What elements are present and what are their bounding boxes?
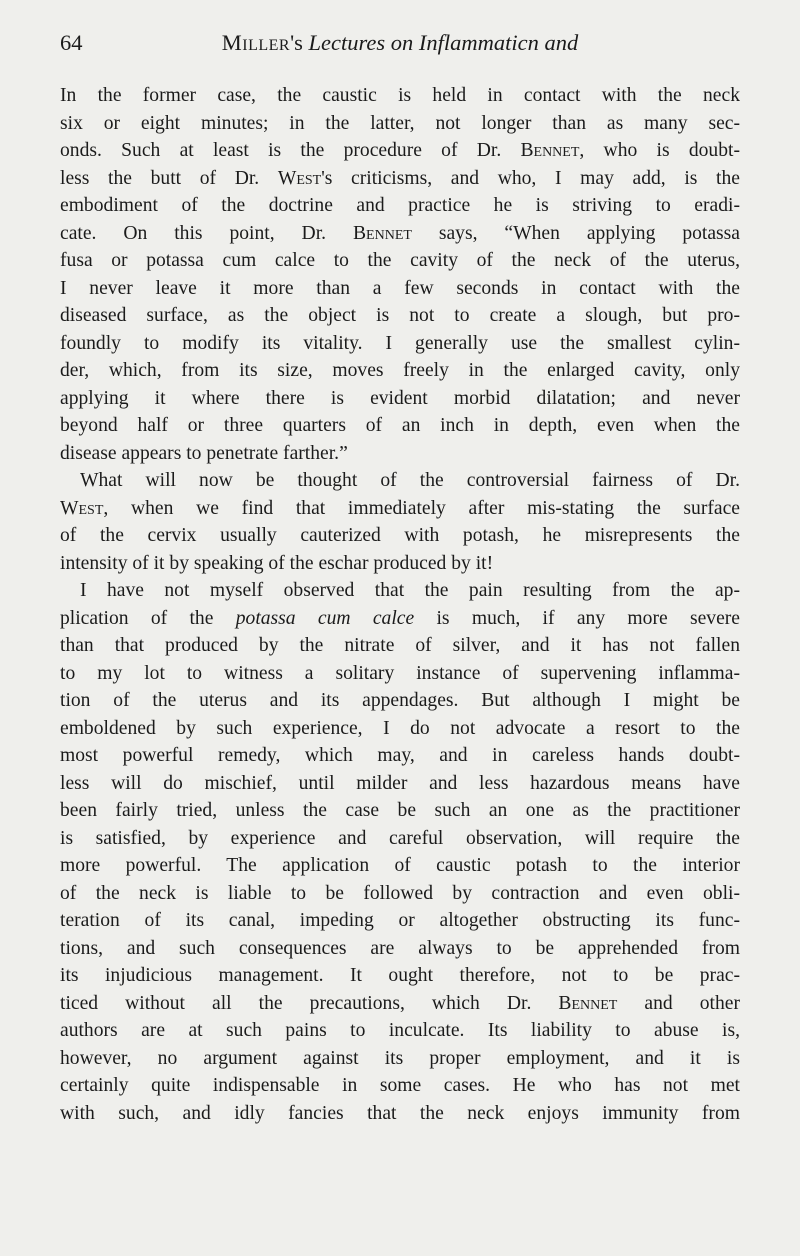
text-run: been fairly tried, unless the case be such an one as the practitioner <box>60 800 740 821</box>
text-run: disease appears to penetrate farther.” <box>60 442 348 464</box>
running-header <box>60 26 740 60</box>
text-run: beyond half or three quarters of an inch in depth, even when the <box>60 415 740 436</box>
text-run: What will now be thought of the controversial fairness of Dr. <box>80 470 740 491</box>
text-line <box>60 302 740 330</box>
text-line <box>60 385 740 413</box>
text-run: to my lot to witness a solitary instance of supervening inflamma- <box>60 662 740 684</box>
text-run: teration of its canal, impeding or altogether obstructing its func- <box>60 910 740 931</box>
text-line <box>60 467 740 495</box>
text-run: onds. Such at least is the procedure of Dr. <box>60 140 521 161</box>
text-line <box>60 357 740 385</box>
text-line <box>60 192 740 220</box>
text-line <box>60 935 740 963</box>
small-caps-name: Bennet <box>558 992 618 1014</box>
text-line <box>60 330 740 358</box>
text-line <box>60 412 740 440</box>
text-run: der, which, from its size, moves freely in the enlarged cavity, only <box>60 360 740 381</box>
text-line <box>60 1017 740 1045</box>
text-run: and other <box>617 992 740 1014</box>
running-title <box>60 26 740 60</box>
text-run: I never leave it more than a few seconds in contact with the <box>60 277 740 299</box>
text-run: with such, and idly fancies that the neck enjoys immunity from <box>60 1102 740 1124</box>
page-number: 64 <box>60 30 83 55</box>
body-text <box>60 82 740 1127</box>
text-line <box>60 82 740 110</box>
text-line <box>60 687 740 715</box>
text-line <box>60 1100 740 1128</box>
text-run: ticed without all the precautions, which Dr. <box>60 992 559 1014</box>
text-run: is satisfied, by experience and careful observation, will require the <box>60 827 740 849</box>
text-run: tion of the uterus and its appendages. But although I might be <box>60 690 740 711</box>
text-line <box>60 137 740 165</box>
text-line <box>60 522 740 550</box>
small-caps-name: West <box>277 167 322 189</box>
text-line <box>60 660 740 688</box>
text-line <box>60 275 740 303</box>
text-run: of the neck is liable to be followed by contraction and even obli- <box>60 882 740 904</box>
text-line <box>60 605 740 633</box>
text-run: emboldened by such experience, I do not advocate a resort to the <box>60 717 740 739</box>
text-run: intensity of it by speaking of the eschar produced by it! <box>60 552 494 574</box>
small-caps-name: Bennet <box>520 140 580 161</box>
text-run: I have not myself observed that the pain resulting from the ap- <box>80 580 740 601</box>
text-run: less the butt of Dr. <box>60 167 278 189</box>
text-run: than that produced by the nitrate of silver, and it has not fallen <box>60 635 740 656</box>
text-run: authors are at such pains to inculcate. Its liability to abuse is, <box>60 1020 740 1041</box>
text-line <box>60 495 740 523</box>
text-line <box>60 990 740 1018</box>
text-line <box>60 797 740 825</box>
text-run: most powerful remedy, which may, and in careless hands doubt- <box>60 745 740 766</box>
text-run: In the former case, the caustic is held in contact with the neck <box>60 85 740 106</box>
text-line <box>60 962 740 990</box>
text-run: is much, if any more severe <box>414 607 740 629</box>
text-run: plication of the <box>60 607 236 629</box>
text-line <box>60 165 740 193</box>
text-run: cate. On this point, Dr. <box>60 222 353 244</box>
text-run: diseased surface, as the object is not to create a slough, but pro- <box>60 305 740 326</box>
text-run: fusa or potassa cum calce to the cavity of the neck of the uterus, <box>60 250 740 271</box>
text-line <box>60 907 740 935</box>
text-run: certainly quite indispensable in some cases. He who has not met <box>60 1075 740 1096</box>
text-run: less will do mischief, until milder and less hazardous means have <box>60 772 740 794</box>
text-line <box>60 577 740 605</box>
text-line <box>60 632 740 660</box>
text-run: , when we find that immediately after mis-stating the surface <box>103 497 740 519</box>
text-run: more powerful. The application of caustic potash to the interior <box>60 855 740 876</box>
text-run: embodiment of the doctrine and practice he is striving to eradi- <box>60 195 740 216</box>
text-run: of the cervix usually cauterized with potash, he misrepresents the <box>60 525 740 546</box>
text-run: says, “When applying potassa <box>411 222 740 244</box>
text-line <box>60 880 740 908</box>
text-run: , who is doubt- <box>579 140 740 161</box>
text-run: 's criticisms, and who, I may add, is the <box>321 167 740 189</box>
italic-term: potassa cum calce <box>235 607 415 629</box>
text-line <box>60 1072 740 1100</box>
text-run: applying it where there is evident morbid dilatation; and never <box>60 387 740 409</box>
text-line <box>60 440 740 468</box>
running-title-author: Miller <box>221 30 291 55</box>
small-caps-name: Bennet <box>352 222 412 244</box>
text-line <box>60 110 740 138</box>
text-line <box>60 852 740 880</box>
text-line <box>60 247 740 275</box>
text-run: tions, and such consequences are always to be apprehended from <box>60 937 740 959</box>
text-line <box>60 770 740 798</box>
text-line <box>60 550 740 578</box>
text-run: however, no argument against its proper employment, and it is <box>60 1047 740 1069</box>
text-line <box>60 742 740 770</box>
text-run: six or eight minutes; in the latter, not longer than as many sec- <box>60 112 740 134</box>
text-line <box>60 825 740 853</box>
text-run: foundly to modify its vitality. I generally use the smallest cylin- <box>60 332 740 354</box>
running-title-lectures: Lectures on Inflammaticn and <box>308 30 579 55</box>
small-caps-name: West <box>60 497 104 519</box>
text-line <box>60 220 740 248</box>
text-run: its injudicious management. It ought therefore, not to be prac- <box>60 965 740 986</box>
text-line <box>60 715 740 743</box>
running-title-possessive: 's <box>290 30 309 55</box>
text-line <box>60 1045 740 1073</box>
